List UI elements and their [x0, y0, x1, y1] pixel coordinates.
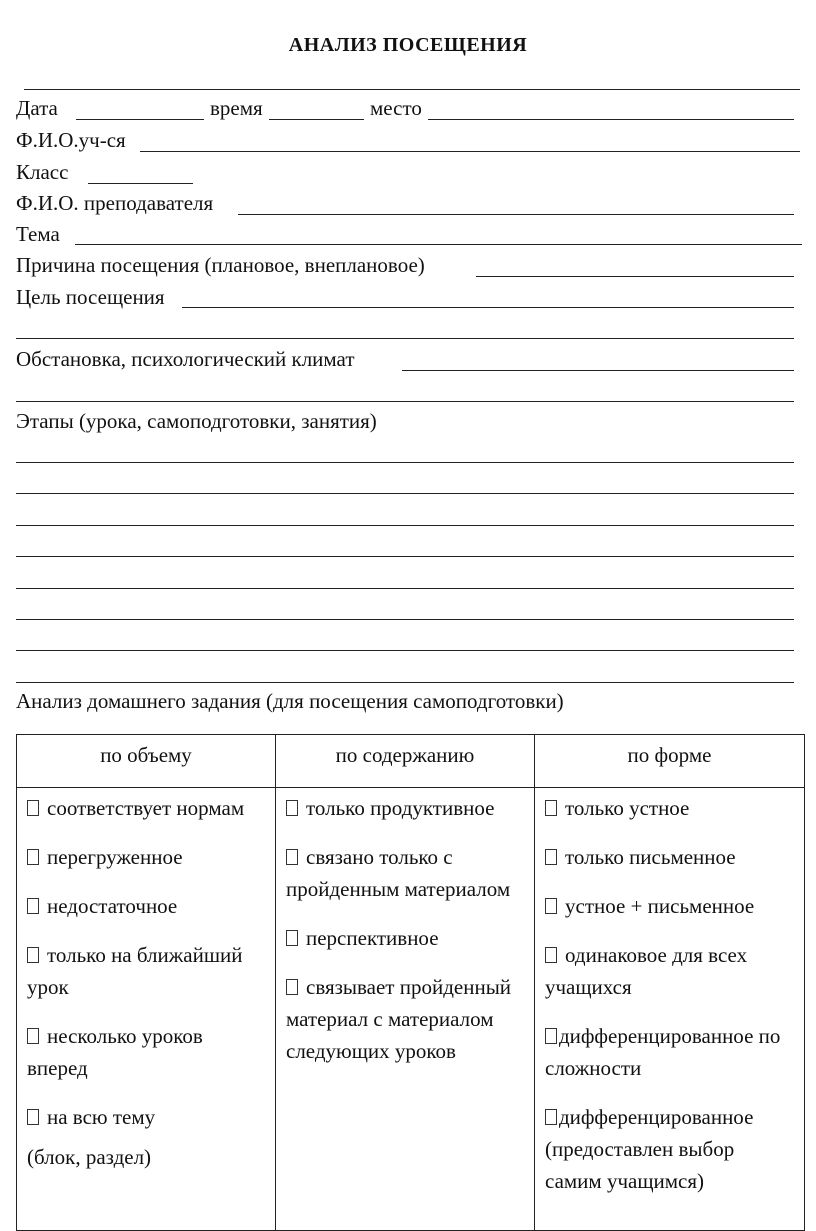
reason-field[interactable]	[476, 276, 794, 277]
option-content-past-material[interactable]: связано только с пройденным материалом	[286, 845, 511, 901]
checkbox-icon[interactable]	[27, 849, 39, 865]
checkbox-icon[interactable]	[545, 1028, 557, 1044]
stages-line-1[interactable]	[16, 462, 794, 463]
atmosphere-label: Обстановка, психологический климат	[16, 347, 355, 371]
checkbox-icon[interactable]	[27, 1109, 39, 1125]
option-volume-several-lessons[interactable]: несколько уроков вперед	[27, 1024, 203, 1080]
stages-label: Этапы (урока, самоподготовки, занятия)	[16, 409, 377, 433]
homework-label: Анализ домашнего задания (для посещения самоподготовки)	[16, 689, 564, 713]
option-form-differentiated-difficulty[interactable]: дифференцированное по сложности	[545, 1024, 781, 1080]
student-name-field[interactable]	[140, 151, 800, 152]
option-content-perspective[interactable]: перспективное	[286, 922, 526, 954]
goal-field[interactable]	[182, 307, 794, 308]
checkbox-icon[interactable]	[545, 800, 557, 816]
checkbox-icon[interactable]	[545, 947, 557, 963]
time-field[interactable]	[269, 119, 364, 120]
volume-options	[17, 788, 276, 1231]
stages-line-6[interactable]	[16, 619, 794, 620]
topic-label: Тема	[16, 222, 60, 246]
option-content-links-material[interactable]: связывает пройденный материал с материалом следующих уроков	[286, 975, 512, 1063]
checkbox-icon[interactable]	[27, 800, 39, 816]
topic-field[interactable]	[75, 244, 802, 245]
top-rule	[24, 89, 800, 90]
checkbox-icon[interactable]	[286, 930, 298, 946]
option-content-productive[interactable]: только продуктивное	[286, 792, 526, 824]
form-options	[535, 788, 805, 1231]
date-field[interactable]	[76, 119, 204, 120]
homework-analysis-table	[16, 734, 805, 1231]
student-name-label: Ф.И.О.уч-ся	[16, 128, 126, 152]
checkbox-icon[interactable]	[286, 800, 298, 816]
option-form-oral[interactable]: только устное	[545, 792, 796, 824]
option-form-same-for-all[interactable]: одинаковое для всех учащихся	[545, 943, 748, 999]
checkbox-icon[interactable]	[545, 1109, 557, 1125]
goal-field-line-2[interactable]	[16, 338, 794, 339]
option-form-oral-written[interactable]: устное + письменное	[545, 890, 796, 922]
checkbox-icon[interactable]	[286, 979, 298, 995]
option-volume-insufficient[interactable]: недостаточное	[27, 890, 267, 922]
stages-line-7[interactable]	[16, 650, 794, 651]
volume-note: (блок, раздел)	[27, 1145, 152, 1169]
date-label: Дата	[16, 96, 58, 120]
content-options	[276, 788, 535, 1231]
option-volume-norm[interactable]: соответствует нормам	[27, 792, 267, 824]
option-volume-overloaded[interactable]: перегруженное	[27, 841, 267, 873]
header-volume: по объему	[17, 735, 276, 788]
goal-label: Цель посещения	[16, 285, 165, 309]
place-field[interactable]	[428, 119, 794, 120]
option-form-differentiated-choice[interactable]: дифференцированное (предоставлен выбор самим учащимся)	[545, 1105, 754, 1193]
atmosphere-field[interactable]	[402, 370, 794, 371]
checkbox-icon[interactable]	[27, 1028, 39, 1044]
page-title: АНАЛИЗ ПОСЕЩЕНИЯ	[288, 34, 528, 56]
stages-line-5[interactable]	[16, 588, 794, 589]
header-form: по форме	[535, 735, 805, 788]
teacher-name-field[interactable]	[238, 214, 794, 215]
class-label: Класс	[16, 160, 69, 184]
stages-line-4[interactable]	[16, 556, 794, 557]
checkbox-icon[interactable]	[286, 849, 298, 865]
stages-line-3[interactable]	[16, 525, 794, 526]
atmosphere-field-line-2[interactable]	[16, 401, 794, 402]
reason-label: Причина посещения (плановое, внеплановое)	[16, 253, 425, 277]
checkbox-icon[interactable]	[27, 898, 39, 914]
time-label: время	[210, 96, 263, 120]
place-label: место	[370, 96, 422, 120]
table-body-row	[17, 788, 805, 1231]
teacher-name-label: Ф.И.О. преподавателя	[16, 191, 214, 215]
stages-line-2[interactable]	[16, 493, 794, 494]
stages-line-8[interactable]	[16, 682, 794, 683]
header-content: по содержанию	[276, 735, 535, 788]
checkbox-icon[interactable]	[27, 947, 39, 963]
class-field[interactable]	[88, 183, 193, 184]
option-volume-next-lesson[interactable]: только на ближайший урок	[27, 943, 243, 999]
table-header-row	[17, 735, 805, 788]
option-form-written[interactable]: только письменное	[545, 841, 796, 873]
checkbox-icon[interactable]	[545, 898, 557, 914]
option-volume-whole-topic[interactable]: на всю тему	[27, 1101, 267, 1133]
checkbox-icon[interactable]	[545, 849, 557, 865]
